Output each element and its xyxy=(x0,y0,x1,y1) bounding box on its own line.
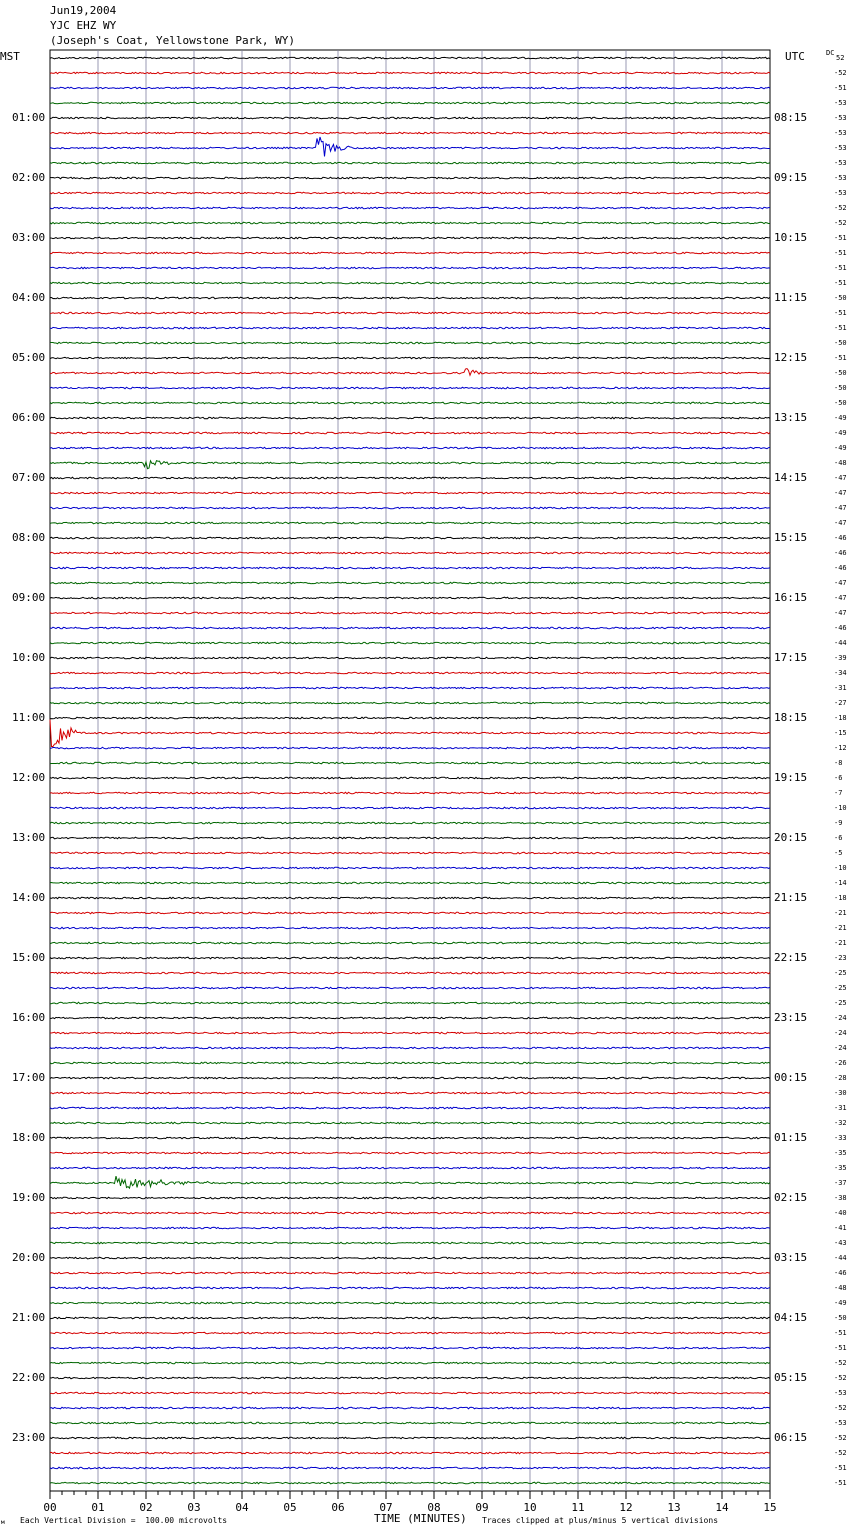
dc-offset-value: -14 xyxy=(834,879,847,887)
x-tick-label: 09 xyxy=(475,1501,489,1514)
dc-offset-value: -51 xyxy=(834,1329,847,1337)
x-tick-label: 03 xyxy=(187,1501,201,1514)
trace-row-38 xyxy=(50,627,770,629)
x-tick-label: 15 xyxy=(763,1501,777,1514)
dc-offset-value: -50 xyxy=(834,339,847,347)
dc-offset-value: -51 xyxy=(834,279,847,287)
dc-offset-value: -6 xyxy=(834,774,843,782)
dc-offset-value: -25 xyxy=(834,984,847,992)
trace-row-7 xyxy=(50,162,770,164)
dc-offset-value: -10 xyxy=(834,864,847,872)
right-hour-label: 11:15 xyxy=(774,291,808,304)
trace-row-1 xyxy=(50,72,770,74)
trace-row-73 xyxy=(50,1152,770,1154)
trace-row-90 xyxy=(50,1407,770,1409)
dc-offset-value: -46 xyxy=(834,534,847,542)
left-hour-label: 21:00 xyxy=(12,1311,46,1324)
trace-row-65 xyxy=(50,1032,770,1034)
right-hour-label: 17:15 xyxy=(774,651,808,664)
dc-offset-value: -46 xyxy=(834,624,847,632)
trace-row-82 xyxy=(50,1287,770,1289)
trace-row-25 xyxy=(50,432,770,434)
dc-offset-value: -6 xyxy=(834,834,843,842)
dc-offset-value: -21 xyxy=(834,939,847,947)
trace-row-67 xyxy=(50,1062,770,1064)
left-hour-label: 07:00 xyxy=(12,471,46,484)
x-axis-title: TIME (MINUTES) xyxy=(374,1512,467,1525)
dc-offset-value: -50 xyxy=(834,1314,847,1322)
trace-row-77 xyxy=(50,1212,770,1214)
left-hour-label: 01:00 xyxy=(12,111,46,124)
trace-row-30 xyxy=(50,507,770,509)
right-hour-label: 14:15 xyxy=(774,471,808,484)
trace-row-32 xyxy=(50,537,770,539)
dc-offset-value: -37 xyxy=(834,1179,847,1187)
dc-offset-value: -21 xyxy=(834,924,847,932)
trace-row-3 xyxy=(50,102,770,104)
dc-offset-value: -51 xyxy=(834,1479,847,1487)
trace-row-58 xyxy=(50,927,770,929)
trace-row-76 xyxy=(50,1197,770,1199)
right-hour-label: 04:15 xyxy=(774,1311,808,1324)
dc-offset-value: -18 xyxy=(834,714,847,722)
trace-row-75 xyxy=(50,1176,770,1188)
dc-offset-value: -52 xyxy=(834,1434,847,1442)
dc-offset-value: -52 xyxy=(834,69,847,77)
dc-offset-value: -53 xyxy=(834,174,847,182)
trace-row-0 xyxy=(50,57,770,59)
trace-row-78 xyxy=(50,1227,770,1229)
right-hour-label: 15:15 xyxy=(774,531,808,544)
trace-row-14 xyxy=(50,267,770,269)
dc-offset-value: -48 xyxy=(834,459,847,467)
right-hour-label: 00:15 xyxy=(774,1071,808,1084)
dc-offset-value: -46 xyxy=(834,549,847,557)
dc-offset-value: -43 xyxy=(834,1239,847,1247)
trace-row-64 xyxy=(50,1017,770,1019)
x-tick-label: 07 xyxy=(379,1501,393,1514)
trace-row-15 xyxy=(50,282,770,284)
left-hour-label: 20:00 xyxy=(12,1251,46,1264)
dc-offset-value: -24 xyxy=(834,1044,847,1052)
trace-row-44 xyxy=(50,717,770,719)
dc-offset-value: -49 xyxy=(834,429,847,437)
trace-row-63 xyxy=(50,1002,770,1004)
dc-offset-value: -50 xyxy=(834,369,847,377)
right-hour-label: 03:15 xyxy=(774,1251,808,1264)
dc-offset-value: -26 xyxy=(834,1059,847,1067)
trace-row-79 xyxy=(50,1242,770,1244)
left-hour-label: 16:00 xyxy=(12,1011,46,1024)
dc-offset-value: -53 xyxy=(834,129,847,137)
trace-row-21 xyxy=(50,369,770,376)
dc-offset-value: -28 xyxy=(834,1074,847,1082)
trace-row-86 xyxy=(50,1347,770,1349)
x-tick-label: 05 xyxy=(283,1501,297,1514)
left-hour-label: 17:00 xyxy=(12,1071,46,1084)
trace-row-36 xyxy=(50,597,770,599)
dc-offset-value: -51 xyxy=(834,264,847,272)
dc-offset-value: -51 xyxy=(834,249,847,257)
dc-offset-value: -53 xyxy=(834,1389,847,1397)
dc-offset-value: -25 xyxy=(834,969,847,977)
dc-offset-value: -53 xyxy=(834,1419,847,1427)
trace-row-92 xyxy=(50,1437,770,1439)
right-hour-label: 08:15 xyxy=(774,111,808,124)
x-tick-label: 14 xyxy=(715,1501,729,1514)
trace-row-19 xyxy=(50,342,770,344)
dc-offset-value: -52 xyxy=(834,1449,847,1457)
x-tick-label: 06 xyxy=(331,1501,345,1514)
trace-row-2 xyxy=(50,87,770,89)
dc-offset-value: -52 xyxy=(834,1359,847,1367)
trace-row-48 xyxy=(50,777,770,779)
dc-offset-value: -49 xyxy=(834,444,847,452)
dc-offset-value: -7 xyxy=(834,789,843,797)
trace-row-94 xyxy=(50,1467,770,1469)
header-date: Jun19,2004 xyxy=(50,4,117,17)
trace-row-41 xyxy=(50,672,770,674)
dc-offset-value: -23 xyxy=(834,954,847,962)
dc-offset-value: -53 xyxy=(834,159,847,167)
right-hour-label: 12:15 xyxy=(774,351,808,364)
trace-row-91 xyxy=(50,1422,770,1424)
trace-row-39 xyxy=(50,642,770,644)
right-hour-label: 23:15 xyxy=(774,1011,808,1024)
right-hour-label: 06:15 xyxy=(774,1431,808,1444)
left-hour-label: 06:00 xyxy=(12,411,46,424)
dc-offset-value: -47 xyxy=(834,609,847,617)
left-hour-label: 14:00 xyxy=(12,891,46,904)
plot-frame xyxy=(50,50,770,1491)
x-tick-label: 10 xyxy=(523,1501,537,1514)
trace-row-45 xyxy=(50,720,770,747)
trace-row-57 xyxy=(50,912,770,914)
dc-offset-value: -52 xyxy=(834,1374,847,1382)
x-tick-label: 08 xyxy=(427,1501,441,1514)
x-tick-label: 00 xyxy=(43,1501,57,1514)
dc-offset-value: -18 xyxy=(834,894,847,902)
trace-row-60 xyxy=(50,957,770,959)
x-tick-label: 12 xyxy=(619,1501,633,1514)
dc-offset-value: -51 xyxy=(834,84,847,92)
trace-row-62 xyxy=(50,987,770,989)
trace-row-31 xyxy=(50,522,770,524)
trace-row-51 xyxy=(50,822,770,824)
left-hour-label: 22:00 xyxy=(12,1371,46,1384)
dc-offset-value: -15 xyxy=(834,729,847,737)
trace-row-5 xyxy=(50,132,770,134)
dc-offset-value: -9 xyxy=(834,819,843,827)
trace-row-68 xyxy=(50,1077,770,1079)
dc-offset-value: -40 xyxy=(834,1209,847,1217)
right-hour-label: 09:15 xyxy=(774,171,808,184)
right-hour-label: 01:15 xyxy=(774,1131,808,1144)
trace-row-89 xyxy=(50,1392,770,1394)
dc-offset-value: -52 xyxy=(834,204,847,212)
dc-offset-value: -35 xyxy=(834,1149,847,1157)
right-hour-label: 05:15 xyxy=(774,1371,808,1384)
trace-row-20 xyxy=(50,357,770,359)
dc-offset-value: -53 xyxy=(834,144,847,152)
trace-row-49 xyxy=(50,792,770,794)
trace-row-27 xyxy=(50,461,770,469)
dc-offset-value: -47 xyxy=(834,519,847,527)
dc-offset-value: -8 xyxy=(834,759,843,767)
dc-offset-value: -46 xyxy=(834,564,847,572)
left-hour-label: 02:00 xyxy=(12,171,46,184)
trace-row-71 xyxy=(50,1122,770,1124)
left-hour-label: 10:00 xyxy=(12,651,46,664)
dc-offset-value: -44 xyxy=(834,639,847,647)
right-hour-label: 10:15 xyxy=(774,231,808,244)
right-hour-label: 02:15 xyxy=(774,1191,808,1204)
trace-row-56 xyxy=(50,897,770,899)
dc-offset-value: -53 xyxy=(834,189,847,197)
right-hour-label: 19:15 xyxy=(774,771,808,784)
dc-offset-value: -31 xyxy=(834,1104,847,1112)
dc-offset-value: -47 xyxy=(834,579,847,587)
dc-offset-value: -35 xyxy=(834,1164,847,1172)
trace-row-26 xyxy=(50,447,770,449)
left-hour-label: 11:00 xyxy=(12,711,46,724)
dc-offset-value: -50 xyxy=(834,294,847,302)
dc-offset-value: 52 xyxy=(836,54,845,62)
trace-row-59 xyxy=(50,942,770,944)
dc-offset-value: -24 xyxy=(834,1014,847,1022)
trace-row-11 xyxy=(50,222,770,224)
dc-offset-value: -34 xyxy=(834,669,847,677)
clip-note: Traces clipped at plus/minus 5 vertical divisions xyxy=(482,1516,719,1525)
trace-row-4 xyxy=(50,117,770,119)
dc-offset-value: -47 xyxy=(834,504,847,512)
dc-offset-value: -38 xyxy=(834,1194,847,1202)
dc-offset-value: -51 xyxy=(834,354,847,362)
x-tick-label: 04 xyxy=(235,1501,249,1514)
dc-offset-value: -51 xyxy=(834,324,847,332)
trace-row-72 xyxy=(50,1137,770,1139)
trace-row-70 xyxy=(50,1107,770,1109)
dc-offset-value: -30 xyxy=(834,1089,847,1097)
x-tick-label: 13 xyxy=(667,1501,681,1514)
trace-row-9 xyxy=(50,192,770,194)
right-hour-label: 21:15 xyxy=(774,891,808,904)
dc-offset-value: -51 xyxy=(834,309,847,317)
dc-offset-value: -49 xyxy=(834,414,847,422)
trace-row-85 xyxy=(50,1332,770,1334)
trace-row-40 xyxy=(50,657,770,659)
left-timezone-label: MST xyxy=(0,50,20,63)
trace-row-37 xyxy=(50,612,770,614)
trace-row-66 xyxy=(50,1047,770,1049)
trace-row-33 xyxy=(50,552,770,554)
trace-row-23 xyxy=(50,402,770,404)
header-station: YJC EHZ WY xyxy=(50,19,117,32)
trace-row-6 xyxy=(50,137,770,156)
trace-row-10 xyxy=(50,207,770,209)
trace-row-17 xyxy=(50,312,770,314)
left-hour-label: 19:00 xyxy=(12,1191,46,1204)
trace-row-43 xyxy=(50,702,770,704)
trace-row-61 xyxy=(50,972,770,974)
trace-row-87 xyxy=(50,1362,770,1364)
dc-offset-value: -47 xyxy=(834,474,847,482)
trace-row-34 xyxy=(50,567,770,569)
dc-offset-value: -32 xyxy=(834,1119,847,1127)
trace-row-80 xyxy=(50,1257,770,1259)
trace-row-69 xyxy=(50,1092,770,1094)
trace-row-46 xyxy=(50,747,770,749)
trace-row-54 xyxy=(50,867,770,869)
trace-row-47 xyxy=(50,762,770,764)
trace-row-74 xyxy=(50,1167,770,1169)
dc-offset-value: -51 xyxy=(834,234,847,242)
dc-offset-value: -53 xyxy=(834,99,847,107)
dc-offset-value: -52 xyxy=(834,219,847,227)
left-hour-label: 04:00 xyxy=(12,291,46,304)
dc-offset-value: -12 xyxy=(834,744,847,752)
dc-offset-value: -53 xyxy=(834,114,847,122)
dc-offset-value: -41 xyxy=(834,1224,847,1232)
dc-offset-value: -47 xyxy=(834,489,847,497)
trace-row-88 xyxy=(50,1377,770,1379)
trace-row-53 xyxy=(50,852,770,854)
dc-offset-value: -39 xyxy=(834,654,847,662)
trace-row-22 xyxy=(50,387,770,389)
left-hour-label: 05:00 xyxy=(12,351,46,364)
dc-offset-value: -5 xyxy=(834,849,843,857)
trace-row-81 xyxy=(50,1272,770,1274)
dc-offset-value: -49 xyxy=(834,1299,847,1307)
x-tick-label: 11 xyxy=(571,1501,585,1514)
trace-row-52 xyxy=(50,837,770,839)
dc-offset-value: -21 xyxy=(834,909,847,917)
trace-row-95 xyxy=(50,1482,770,1484)
x-tick-label: 02 xyxy=(139,1501,153,1514)
trace-row-18 xyxy=(50,327,770,329)
trace-row-16 xyxy=(50,297,770,299)
trace-row-29 xyxy=(50,492,770,494)
trace-row-83 xyxy=(50,1302,770,1304)
dc-offset-title: DC xyxy=(826,49,835,57)
dc-offset-value: -44 xyxy=(834,1254,847,1262)
right-hour-label: 18:15 xyxy=(774,711,808,724)
right-hour-label: 16:15 xyxy=(774,591,808,604)
right-hour-label: 20:15 xyxy=(774,831,808,844)
left-hour-label: 08:00 xyxy=(12,531,46,544)
left-hour-label: 09:00 xyxy=(12,591,46,604)
dc-offset-value: -50 xyxy=(834,384,847,392)
trace-row-93 xyxy=(50,1452,770,1454)
trace-row-24 xyxy=(50,417,770,419)
dc-offset-value: -27 xyxy=(834,699,847,707)
vertical-division-note: Each Vertical Division = 100.00 microvolts xyxy=(20,1516,228,1525)
dc-offset-value: -33 xyxy=(834,1134,847,1142)
trace-row-84 xyxy=(50,1317,770,1319)
dc-offset-value: -10 xyxy=(834,804,847,812)
dc-offset-value: -50 xyxy=(834,399,847,407)
dc-offset-value: -47 xyxy=(834,594,847,602)
dc-offset-value: -46 xyxy=(834,1269,847,1277)
trace-row-13 xyxy=(50,252,770,254)
trace-row-35 xyxy=(50,582,770,584)
left-hour-label: 03:00 xyxy=(12,231,46,244)
left-hour-label: 13:00 xyxy=(12,831,46,844)
trace-row-8 xyxy=(50,177,770,179)
left-hour-label: 18:00 xyxy=(12,1131,46,1144)
dc-offset-value: -48 xyxy=(834,1284,847,1292)
right-hour-label: 22:15 xyxy=(774,951,808,964)
trace-row-50 xyxy=(50,807,770,809)
x-tick-label: 01 xyxy=(91,1501,105,1514)
trace-row-28 xyxy=(50,477,770,479)
trace-row-42 xyxy=(50,687,770,689)
dc-offset-value: -51 xyxy=(834,1344,847,1352)
right-timezone-label: UTC xyxy=(785,50,805,63)
left-hour-label: 12:00 xyxy=(12,771,46,784)
trace-row-55 xyxy=(50,882,770,884)
dc-offset-value: -24 xyxy=(834,1029,847,1037)
dc-offset-value: -51 xyxy=(834,1464,847,1472)
dc-offset-value: -31 xyxy=(834,684,847,692)
dc-offset-value: -52 xyxy=(834,1404,847,1412)
left-hour-label: 15:00 xyxy=(12,951,46,964)
header-location: (Joseph's Coat, Yellowstone Park, WY) xyxy=(50,34,296,47)
trace-row-12 xyxy=(50,237,770,239)
corner-mark: м xyxy=(1,1519,5,1526)
left-hour-label: 23:00 xyxy=(12,1431,46,1444)
right-hour-label: 13:15 xyxy=(774,411,808,424)
dc-offset-value: -25 xyxy=(834,999,847,1007)
